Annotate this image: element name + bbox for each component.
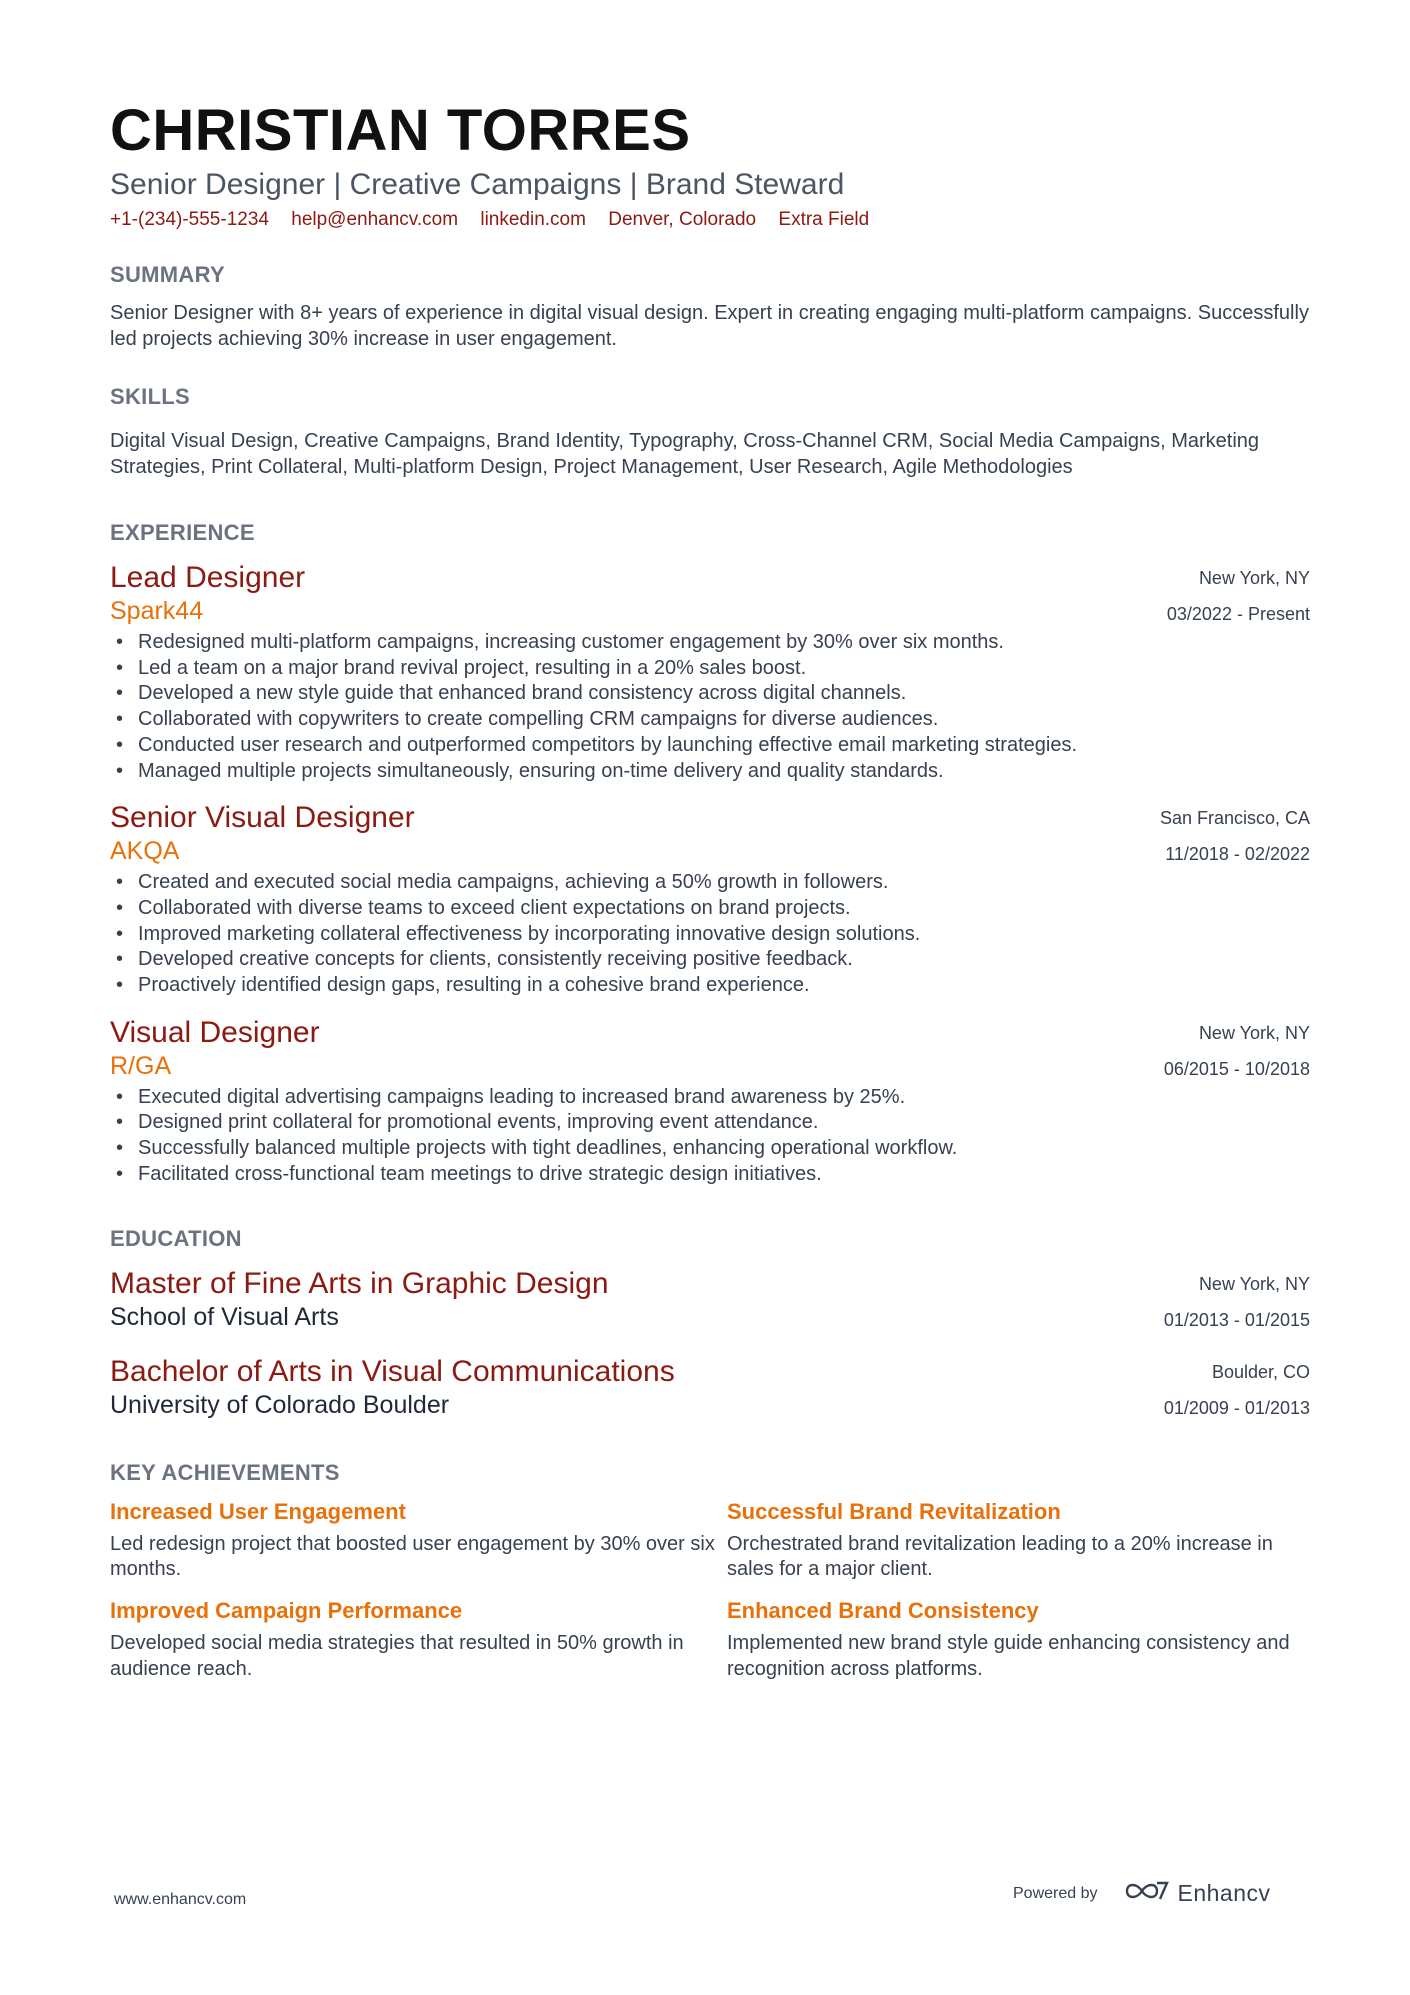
section-title-achievements: KEY ACHIEVEMENTS [110, 1459, 340, 1485]
education-school: University of Colorado Boulder [110, 1390, 450, 1419]
job-entry [110, 800, 1310, 999]
achievement-title: Enhanced Brand Consistency [727, 1597, 1039, 1623]
job-bullets [110, 630, 1310, 784]
education-entry [110, 1354, 1310, 1420]
achievement-desc: Implemented new brand style guide enhancing consistency and recognition across platforms. [727, 1631, 1290, 1680]
job-meta [1160, 800, 1310, 872]
achievement-item [110, 1498, 727, 1583]
bullet-item: • Collaborated with copywriters to create compelling CRM campaigns for diverse audiences. [110, 707, 1310, 733]
job-meta [1164, 1015, 1310, 1087]
section-title-skills: SKILLS [110, 384, 191, 409]
bullet-item: • Proactively identified design gaps, resulting in a cohesive brand experience. [110, 973, 1310, 999]
bullet-item: • Created and executed social media campaigns, achieving a 50% growth in followers. [110, 870, 1310, 896]
contact-linkedin[interactable]: linkedin.com [480, 209, 586, 230]
education-degree: Master of Fine Arts in Graphic Design [110, 1266, 609, 1300]
bullet-item: • Improved marketing collateral effectiveness by incorporating innovative design solutions. [110, 922, 1310, 948]
job-location: San Francisco, CA [1159, 808, 1310, 829]
job-title: Senior Visual Designer [110, 801, 415, 835]
achievement-item [727, 1498, 1310, 1583]
job-company: R/GA [110, 1051, 172, 1080]
contact-line [110, 208, 1310, 232]
bullet-item: • Facilitated cross-functional team meetings to drive strategic design initiatives. [110, 1162, 1310, 1188]
contact-email[interactable]: help@enhancv.com [291, 209, 459, 230]
achievement-desc: Developed social media strategies that resulted in 50% growth in audience reach. [110, 1631, 684, 1680]
education-section [110, 1226, 1310, 1420]
bullet-item: • Led a team on a major brand revival project, resulting in a 20% sales boost. [110, 656, 1310, 682]
skills-text: Digital Visual Design, Creative Campaigns, Brand Identity, Typography, Cross-Channel CRM, Social Media Campaigns, Marketing Strategies, Print Collateral, Multi-platform Design, Project Management, User Research, Agile Methodologies [110, 430, 1260, 478]
achievement-title: Increased User Engagement [110, 1498, 406, 1524]
bullet-item: • Conducted user research and outperformed competitors by launching effective email marketing strategies. [110, 733, 1310, 759]
powered-by-label: Powered by [1013, 1884, 1098, 1902]
education-dates: 01/2013 - 01/2015 [1163, 1309, 1310, 1330]
job-entry [110, 560, 1310, 784]
job-title: Lead Designer [110, 561, 306, 594]
education-meta [1164, 1266, 1310, 1338]
job-dates: 11/2018 - 02/2022 [1165, 844, 1310, 865]
achievement-item [727, 1597, 1310, 1682]
candidate-name: CHRISTIAN TORRES [110, 98, 691, 163]
experience-section [110, 520, 1310, 1188]
skills-section [110, 384, 1310, 480]
bullet-item: • Designed print collateral for promotional events, improving event attendance. [110, 1110, 1310, 1136]
education-meta [1164, 1354, 1310, 1426]
job-location: New York, NY [1198, 1022, 1310, 1043]
brand-name: Enhancv [1177, 1880, 1271, 1906]
section-title-experience: EXPERIENCE [110, 520, 255, 545]
footer-branding [1013, 1878, 1271, 1909]
job-bullets [110, 870, 1310, 999]
job-dates: 06/2015 - 10/2018 [1163, 1058, 1310, 1079]
candidate-headline: Senior Designer | Creative Campaigns | Brand Steward [110, 168, 845, 201]
bullet-item: • Successfully balanced multiple projects with tight deadlines, enhancing operational workflow. [110, 1136, 1310, 1162]
bullet-item: • Collaborated with diverse teams to exceed client expectations on brand projects. [110, 896, 1310, 922]
section-title-summary: SUMMARY [110, 262, 225, 287]
contact-phone[interactable]: +1-(234)-555-1234 [110, 209, 269, 230]
job-company: Spark44 [110, 597, 204, 625]
job-meta [1167, 560, 1310, 632]
bullet-item: • Developed creative concepts for clients, consistently receiving positive feedback. [110, 947, 1310, 973]
bullet-item: • Developed a new style guide that enhanced brand consistency across digital channels. [110, 681, 1310, 707]
job-bullets [110, 1085, 1310, 1188]
education-location: Boulder, CO [1211, 1361, 1310, 1382]
education-school: School of Visual Arts [110, 1302, 339, 1331]
education-entry [110, 1266, 1310, 1332]
resume-header [110, 98, 1310, 232]
summary-section [110, 262, 1310, 352]
achievement-title: Improved Campaign Performance [110, 1597, 463, 1623]
job-dates: 03/2022 - Present [1166, 604, 1310, 624]
achievement-desc: Orchestrated brand revitalization leading to a 20% increase in sales for a major client. [727, 1532, 1273, 1581]
section-title-education: EDUCATION [110, 1225, 242, 1251]
bullet-item: • Managed multiple projects simultaneously, ensuring on-time delivery and quality standards. [110, 759, 1310, 785]
footer-website[interactable]: www.enhancv.com [114, 1891, 247, 1908]
achievement-desc: Led redesign project that boosted user engagement by 30% over six months. [110, 1532, 715, 1581]
summary-text: Senior Designer with 8+ years of experience in digital visual design. Expert in creating engaging multi-platform campaigns. Successfully led projects achieving 30% increase in user engagement. [110, 302, 1309, 350]
job-company: AKQA [110, 837, 180, 866]
bullet-item: • Redesigned multi-platform campaigns, increasing customer engagement by 30% over six months. [110, 630, 1310, 656]
education-degree: Bachelor of Arts in Visual Communications [110, 1354, 675, 1388]
bullet-item: • Executed digital advertising campaigns leading to increased brand awareness by 25%. [110, 1085, 1310, 1111]
education-dates: 01/2009 - 01/2013 [1163, 1397, 1310, 1418]
education-location: New York, NY [1198, 1273, 1310, 1294]
achievement-title: Successful Brand Revitalization [727, 1498, 1061, 1524]
enhancv-logo-icon [1124, 1878, 1170, 1909]
achievements-grid [110, 1498, 1310, 1683]
job-entry [110, 1015, 1310, 1188]
job-title: Visual Designer [110, 1015, 320, 1049]
achievement-item [110, 1597, 727, 1682]
resume-page [110, 98, 1310, 1682]
achievements-section [110, 1460, 1310, 1683]
contact-location: Denver, Colorado [608, 209, 757, 230]
job-location: New York, NY [1198, 568, 1310, 588]
contact-extra-field: Extra Field [778, 209, 870, 230]
